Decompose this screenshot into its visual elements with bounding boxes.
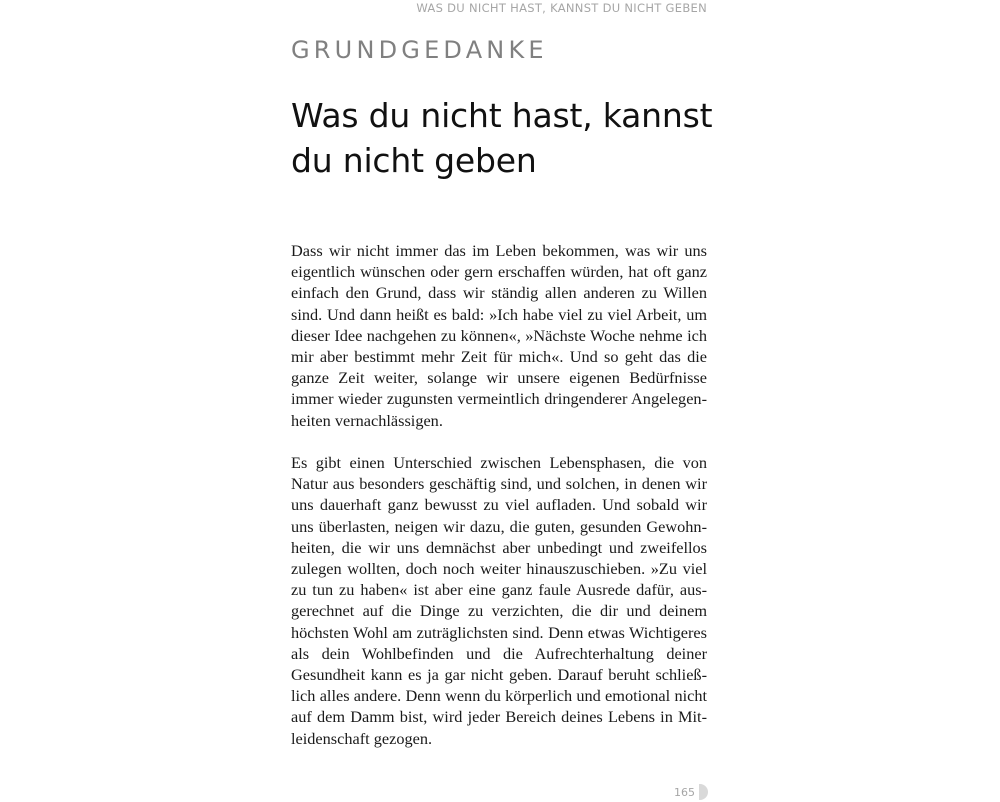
- page-number: 165: [674, 785, 695, 799]
- body-text: [291, 240, 707, 749]
- paragraph-1: Dass wir nicht immer das im Leben bekommen, was wir uns eigentlich wünschen oder gern erschaffen würden, hat oft ganz einfach den Grund, dass wir ständig allen anderen zu Willen sind. Und dann heißt es bald: »Ich habe viel zu viel Arbeit, um dieser Idee nachgehen zu können«, »Nächste Woche nehme ich mir aber bestimmt mehr Zeit für mich«. Und so geht das die ganze Zeit weiter, solange wir unsere eigenen Bedürfnisse immer wieder zugunsten vermeintlich dringenderer Angelegenheiten vernachlässigen.: [291, 241, 707, 430]
- chapter-title: Was du nicht hast, kannst du nicht geben: [291, 96, 713, 180]
- paragraph-2: Es gibt einen Unterschied zwischen Lebensphasen, die von Natur aus besonders geschäftig sind, und solchen, in denen wir uns dauerhaft ganz bewusst zu viel aufladen. Und sobald wir uns überlasten, neigen wir dazu, die guten, gesunden Gewohnheiten, die wir uns demnächst aber unbedingt und zweifellos zulegen wollten, doch noch weiter hinauszuschieben. »Zu viel zu tun zu haben« ist aber eine ganz faule Ausrede dafür, ausgerechnet auf die Dinge zu verzichten, die dir und deinem höchsten Wohl am zuträglichsten sind. Denn etwas Wichtigeres als dein Wohlbefinden und die Aufrechterhaltung deiner Gesundheit kann es ja gar nicht geben. Darauf beruht schließlich alles andere. Denn wenn du körperlich und emotional nicht auf dem Damm bist, wird jeder Bereich deines Lebens in Mitleidenschaft gezogen.: [291, 453, 707, 748]
- page-edge-tab-icon: [699, 784, 708, 800]
- section-kicker: GRUNDGEDANKE: [291, 36, 548, 64]
- running-head: WAS DU NICHT HAST, KANNST DU NICHT GEBEN: [416, 1, 707, 15]
- folio: [674, 782, 708, 802]
